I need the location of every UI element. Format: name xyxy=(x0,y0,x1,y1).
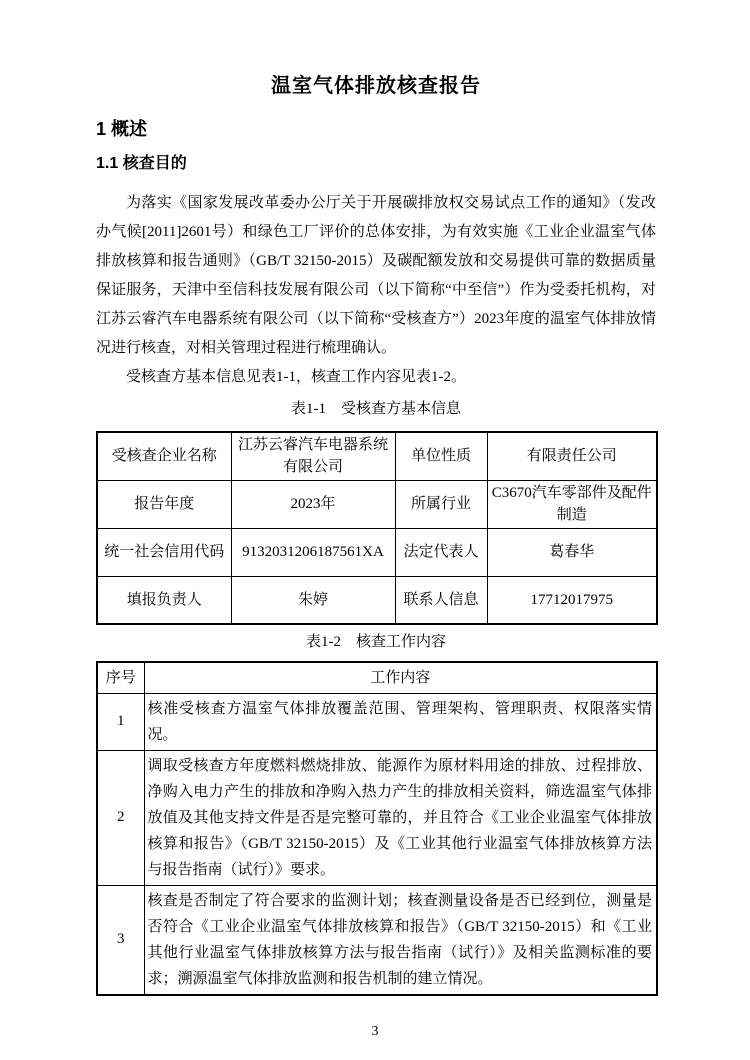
work-item-number: 2 xyxy=(97,750,144,885)
report-year-label: 报告年度 xyxy=(97,480,231,528)
unit-nature-label: 单位性质 xyxy=(395,432,487,480)
table-row xyxy=(97,432,657,480)
credit-code-label: 统一社会信用代码 xyxy=(97,528,231,576)
table-row xyxy=(97,750,657,885)
work-item-number: 3 xyxy=(97,885,144,995)
contact-info-value: 17712017975 xyxy=(487,576,657,624)
work-item-content: 核准受核查方温室气体排放覆盖范围、管理架构、管理职责、权限落实情况。 xyxy=(144,693,657,750)
table2-caption: 表1-2 核查工作内容 xyxy=(306,634,446,650)
industry-label: 所属行业 xyxy=(395,480,487,528)
table-header-row xyxy=(97,662,657,693)
credit-code-value: 9132031206187561XA xyxy=(231,528,395,576)
work-item-content: 调取受核查方年度燃料燃烧排放、能源作为原材料用途的排放、过程排放、净购入电力产生的排放和净购入热力产生的排放相关资料，筛选温室气体排放值及其他支持文件是否是完整可靠的，并且符合《工业企业温室气体排放核算和报告》（GB/T 32150-2015）及《工业其他行业温室气体排放核算方法与报告指南（试行）》要求。 xyxy=(144,750,657,885)
paragraph-purpose: 为落实《国家发展改革委办公厅关于开展碳排放权交易试点工作的通知》（发改办气候[2011]2601号）和绿色工厂评价的总体安排，为有效实施《工业企业温室气体排放核算和报告通则》（GB/T 32150-2015）及碳配额发放和交易提供可靠的数据质量保证服务，天津中至信科技发展有限公司（以下简称“中至信”）作为受委托机构，对江苏云睿汽车电器系统有限公司（以下简称“受核查方”）2023年度的温室气体排放情况进行核查，对相关管理过程进行梳理确认。 xyxy=(96,195,656,356)
page-number: 3 xyxy=(371,1024,379,1039)
filler-value: 朱婷 xyxy=(231,576,395,624)
company-name-value: 江苏云睿汽车电器系统有限公司 xyxy=(231,432,395,480)
company-name-label: 受核查企业名称 xyxy=(97,432,231,480)
work-item-number: 1 xyxy=(97,693,144,750)
filler-label: 填报负责人 xyxy=(97,576,231,624)
section-heading-overview: 1 概述 xyxy=(96,119,148,139)
report-title: 温室气体排放核查报告 xyxy=(271,75,481,97)
work-item-content: 核查是否制定了符合要求的监测计划；核查测量设备是否已经到位，测量是否符合《工业企业温室气体排放核算和报告》（GB/T 32150-2015）和《工业其他行业温室气体排放核算方法与报告指南（试行）》及相关监测标准的要求；溯源温室气体排放监测和报告机制的建立情况。 xyxy=(144,885,657,995)
subsection-heading-purpose: 1.1 核查目的 xyxy=(96,155,187,172)
unit-nature-value: 有限责任公司 xyxy=(487,432,657,480)
industry-value: C3670汽车零部件及配件制造 xyxy=(487,480,657,528)
serial-number-header: 序号 xyxy=(97,662,144,693)
table-row xyxy=(97,480,657,528)
legal-representative-value: 葛春华 xyxy=(487,528,657,576)
work-content-table xyxy=(96,661,658,996)
legal-representative-label: 法定代表人 xyxy=(395,528,487,576)
table1-caption: 表1-1 受核查方基本信息 xyxy=(291,401,461,417)
table-row xyxy=(97,885,657,995)
table-row xyxy=(97,576,657,624)
basic-info-table xyxy=(96,431,658,625)
table-row xyxy=(97,693,657,750)
table-row xyxy=(97,528,657,576)
contact-info-label: 联系人信息 xyxy=(395,576,487,624)
work-content-header: 工作内容 xyxy=(144,662,657,693)
report-year-value: 2023年 xyxy=(231,480,395,528)
paragraph-table-references: 受核查方基本信息见表1-1，核查工作内容见表1-2。 xyxy=(126,369,466,385)
